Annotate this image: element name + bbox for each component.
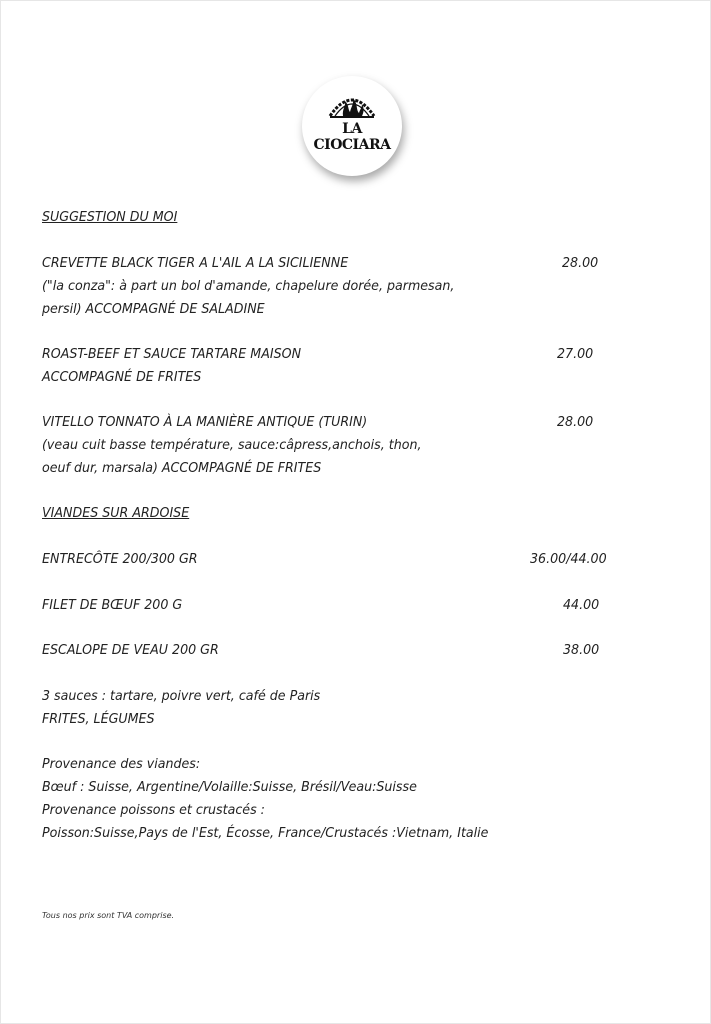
dish-description: (veau cuit basse température, sauce:câpress,anchois, thon,: [42, 437, 422, 453]
provenance-line: Poisson:Suisse,Pays de l'Est, Écosse, France/Crustacés :Vietnam, Italie: [42, 825, 489, 841]
meat-name: ENTRECÔTE 200/300 GR: [42, 551, 198, 567]
restaurant-logo: [302, 76, 402, 176]
dish-name: CREVETTE BLACK TIGER A L'AIL A LA SICILIENNE: [42, 255, 349, 271]
provenance-line: Provenance poissons et crustacés :: [42, 802, 265, 818]
sides-line: FRITES, LÉGUMES: [42, 711, 155, 727]
footnote: Tous nos prix sont TVA comprise.: [42, 911, 175, 920]
provenance-line: Bœuf : Suisse, Argentine/Volaille:Suisse, Brésil/Veau:Suisse: [42, 779, 417, 795]
section-heading-viandes: VIANDES SUR ARDOISE: [42, 505, 190, 521]
sauces-line: 3 sauces : tartare, poivre vert, café de Paris: [42, 688, 321, 704]
meat-price: 36.00/44.00: [530, 551, 607, 567]
provenance-line: Provenance des viandes:: [42, 756, 201, 772]
dish-description: ("la conza": à part un bol d'amande, chapelure dorée, parmesan,: [42, 278, 455, 294]
meat-name: ESCALOPE DE VEAU 200 GR: [42, 642, 219, 658]
dish-description: oeuf dur, marsala) ACCOMPAGNÉ DE FRITES: [42, 460, 322, 476]
meat-price: 38.00: [563, 642, 600, 658]
dish-description: ACCOMPAGNÉ DE FRITES: [42, 369, 202, 385]
dish-name: ROAST-BEEF ET SAUCE TARTARE MAISON: [42, 346, 302, 362]
dish-name: VITELLO TONNATO À LA MANIÈRE ANTIQUE (TURIN): [42, 414, 368, 430]
meat-price: 44.00: [563, 597, 600, 613]
meat-name: FILET DE BŒUF 200 G: [42, 597, 183, 613]
section-heading-suggestion: SUGGESTION DU MOI: [42, 209, 178, 225]
dish-price: 27.00: [557, 346, 594, 362]
dish-price: 28.00: [557, 414, 594, 430]
logo-text: LA CIOCIARA: [313, 121, 391, 153]
dish-description: persil) ACCOMPAGNÉ DE SALADINE: [42, 301, 265, 317]
dish-price: 28.00: [562, 255, 599, 271]
